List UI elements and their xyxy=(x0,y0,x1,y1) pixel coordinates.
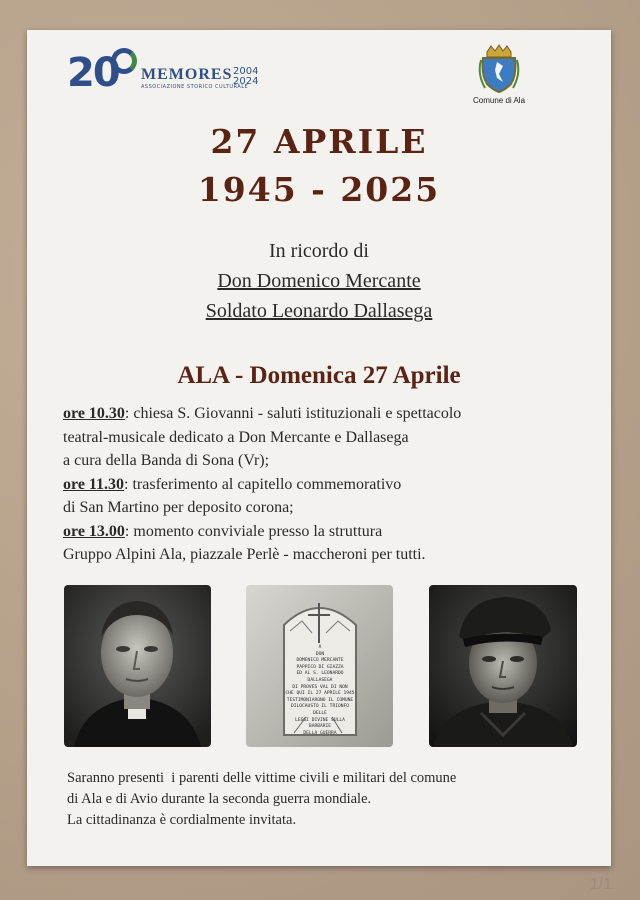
schedule-line: teatral-musicale dedicato a Don Mercante e Dallasega xyxy=(63,428,409,446)
schedule-text: : momento conviviale presso la struttura xyxy=(124,522,383,540)
plaque-line: LEGGI DIVINE SULLA BARBARIE xyxy=(295,717,345,730)
schedule-line: di San Martino per deposito corona; xyxy=(63,499,294,516)
plaque-line: DILOCAUSTO IL TRIONFO DELLE xyxy=(290,704,350,716)
logo-year-start: 2004 xyxy=(233,66,259,77)
poster-sheet xyxy=(27,30,611,866)
title-date: 27 APRILE xyxy=(210,122,428,161)
plaque-line: PAPPICO DI GIAZZA xyxy=(296,664,344,670)
plaque-line: DOMENICO MERCANTE xyxy=(296,658,344,664)
schedule-line: Gruppo Alpini Ala, piazzale Perlè - maccheroni per tutti. xyxy=(63,546,426,563)
crest-icon xyxy=(477,44,521,94)
schedule-hour: ore 13.00 xyxy=(63,522,125,540)
schedule-text: : trasferimento al capitello commemorativo xyxy=(124,475,402,493)
logo-name: MEMORES xyxy=(141,66,233,83)
closing-line: La cittadinanza è cordialmente invitata. xyxy=(67,812,297,828)
memory-intro: In ricordo di xyxy=(269,240,369,262)
portrait-soldier-dallasega xyxy=(429,585,577,747)
plaque-line: DI PROVES VAL DI NON xyxy=(292,684,348,690)
logo-number: 20 xyxy=(67,50,119,96)
logo-degree-ring-icon xyxy=(111,48,137,74)
schedule-text: : chiesa S. Giovanni - saluti istituzionali e spettacolo xyxy=(124,405,462,422)
closing-note xyxy=(67,768,587,831)
plaque-line: TESTIMONIARONO IL COMUNE xyxy=(286,697,354,703)
plaque-line: A xyxy=(318,645,322,650)
closing-line: di Ala e di Avio durante la seconda guerra mondiale. xyxy=(67,791,372,807)
schedule-hour: ore 10.30 xyxy=(63,405,125,422)
title-years: 1945 - 2025 xyxy=(197,170,441,209)
event-schedule xyxy=(63,402,593,567)
schedule-line xyxy=(63,402,593,426)
logo-years xyxy=(233,67,267,87)
schedule-hour: ore 11.30 xyxy=(63,475,125,493)
memory-name-2: Soldato Leonardo Dallasega xyxy=(205,300,433,322)
event-title: ALA - Domenica 27 Aprile xyxy=(177,362,461,389)
memores-logo xyxy=(67,50,267,100)
schedule-line: a cura della Banda di Sona (Vr); xyxy=(63,452,270,469)
plaque-line: ED AL S. LEONARDO DALLASEGA xyxy=(296,671,344,683)
plaque-line: CHE QUI IL 27 APRILE 1945 xyxy=(285,691,355,697)
plaque-line: DELLA GUERRA xyxy=(303,730,337,736)
portrait-don-mercante xyxy=(64,585,211,747)
plaque-line: DON xyxy=(315,651,325,657)
logo-subtitle: ASSOCIAZIONE STORICO CULTURALE xyxy=(141,84,249,90)
memorial-plaque-photo xyxy=(246,585,393,747)
memory-name-1: Don Domenico Mercante xyxy=(217,270,421,292)
closing-line: Saranno presenti i parenti delle vittime civili e militari del comune xyxy=(67,770,457,786)
page-indicator: 1/1 xyxy=(589,876,612,893)
comune-logo xyxy=(459,44,539,105)
logo-year-end: 2024 xyxy=(233,76,259,87)
schedule-line xyxy=(63,520,593,544)
schedule-line xyxy=(63,473,593,497)
comune-label: Comune di Ala xyxy=(472,96,526,105)
